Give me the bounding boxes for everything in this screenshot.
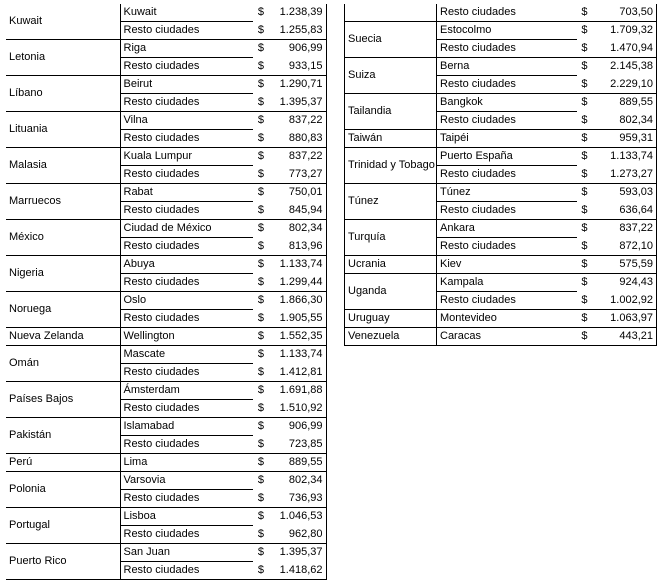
currency-cell: $ xyxy=(257,491,264,504)
currency-cell: $ xyxy=(257,59,264,72)
currency-cell: $ xyxy=(581,113,588,126)
country-cell: Líbano xyxy=(6,76,120,112)
amount-cell: 872,10 xyxy=(619,239,653,252)
currency-cell: $ xyxy=(253,454,267,472)
currency-cell: $ xyxy=(253,148,267,166)
city-cell: Mascate xyxy=(120,346,253,364)
country-cell: Letonia xyxy=(6,40,120,76)
city-cell: Resto ciudades xyxy=(437,76,577,94)
currency-cell: $ xyxy=(257,527,264,540)
city-cell: Puerto España xyxy=(437,148,577,166)
city-cell: Beirut xyxy=(120,76,253,94)
table-row xyxy=(345,58,657,76)
currency-cell: $ xyxy=(577,58,591,76)
currency-cell: $ xyxy=(577,220,591,238)
amount-cell: 837,22 xyxy=(267,148,326,166)
table-row xyxy=(6,184,326,202)
amount-cell: 1.412,81 xyxy=(279,365,323,378)
currency-cell: $ xyxy=(253,40,267,58)
city-cell: Resto ciudades xyxy=(120,202,253,220)
country-cell: Kuwait xyxy=(6,4,120,40)
amount-cell: 837,22 xyxy=(267,112,326,130)
table-row xyxy=(345,184,657,202)
amount-cell: 1.002,92 xyxy=(610,293,653,306)
amount-cell: 2.145,38 xyxy=(591,58,657,76)
amount-cell: 959,31 xyxy=(591,130,657,148)
currency-cell: $ xyxy=(257,437,264,450)
city-cell: Resto ciudades xyxy=(120,490,253,508)
table-row xyxy=(345,310,657,328)
table-row xyxy=(6,112,326,130)
city-cell: San Juan xyxy=(120,544,253,562)
table-row xyxy=(6,4,326,22)
table-row xyxy=(6,220,326,238)
currency-cell: $ xyxy=(257,131,264,144)
currency-cell: $ xyxy=(257,401,264,414)
table-row xyxy=(6,418,326,436)
table-row xyxy=(6,454,326,472)
currency-cell: $ xyxy=(257,167,264,180)
cost-table-left xyxy=(6,4,327,580)
city-cell: Resto ciudades xyxy=(120,22,253,40)
city-cell: Rabat xyxy=(120,184,253,202)
currency-cell: $ xyxy=(577,130,591,148)
city-cell: Ámsterdam xyxy=(120,382,253,400)
city-cell: Resto ciudades xyxy=(120,94,253,112)
currency-cell: $ xyxy=(253,292,267,310)
amount-cell: 773,27 xyxy=(288,167,323,180)
currency-cell: $ xyxy=(581,293,588,306)
amount-cell: 1.255,83 xyxy=(279,23,323,36)
amount-cell: 1.552,35 xyxy=(267,328,326,346)
currency-cell: $ xyxy=(577,148,591,166)
currency-cell: $ xyxy=(253,220,267,238)
table-row xyxy=(6,292,326,310)
city-cell: Resto ciudades xyxy=(120,526,253,544)
city-cell: Kuwait xyxy=(120,4,253,22)
currency-cell: $ xyxy=(577,94,591,112)
city-cell: Resto ciudades xyxy=(120,130,253,148)
amount-cell: 1.133,74 xyxy=(267,346,326,364)
amount-cell: 703,50 xyxy=(619,6,653,18)
amount-cell: 575,59 xyxy=(591,256,657,274)
currency-cell: $ xyxy=(257,23,264,36)
table-row xyxy=(6,328,326,346)
city-cell: Resto ciudades xyxy=(120,562,253,580)
table-row xyxy=(345,130,657,148)
amount-cell: 1.063,97 xyxy=(591,310,657,328)
table-row xyxy=(6,472,326,490)
table-row xyxy=(345,148,657,166)
city-cell: Riga xyxy=(120,40,253,58)
currency-cell: $ xyxy=(577,22,591,40)
amount-cell: 1.238,39 xyxy=(279,6,323,19)
city-cell: Abuya xyxy=(120,256,253,274)
currency-cell: $ xyxy=(577,310,591,328)
amount-cell: 1.866,30 xyxy=(267,292,326,310)
city-cell: Bangkok xyxy=(437,94,577,112)
amount-cell: 1.133,74 xyxy=(267,256,326,274)
city-cell: Resto ciudades xyxy=(120,274,253,292)
currency-cell: $ xyxy=(257,563,264,576)
city-cell: Túnez xyxy=(437,184,577,202)
amount-cell: 1.273,27 xyxy=(610,167,653,180)
amount-cell: 636,64 xyxy=(619,203,653,216)
currency-cell: $ xyxy=(257,203,264,216)
amount-cell: 802,34 xyxy=(267,472,326,490)
table-row xyxy=(345,256,657,274)
currency-cell: $ xyxy=(257,275,264,288)
amount-cell: 962,80 xyxy=(288,527,323,540)
amount-cell: 723,85 xyxy=(288,437,323,450)
country-cell: Taiwán xyxy=(345,130,437,148)
currency-cell: $ xyxy=(253,418,267,436)
currency-cell: $ xyxy=(253,112,267,130)
amount-cell: 880,83 xyxy=(288,131,323,144)
currency-cell: $ xyxy=(253,256,267,274)
currency-cell: $ xyxy=(257,95,264,108)
amount-cell: 845,94 xyxy=(288,203,323,216)
currency-cell: $ xyxy=(257,6,264,19)
currency-cell: $ xyxy=(257,239,264,252)
country-cell: Malasia xyxy=(6,148,120,184)
table-row xyxy=(345,220,657,238)
city-cell: Resto ciudades xyxy=(120,58,253,76)
country-cell: Suecia xyxy=(345,22,437,58)
currency-cell: $ xyxy=(257,311,264,324)
currency-cell: $ xyxy=(581,6,588,18)
country-cell: Portugal xyxy=(6,508,120,544)
currency-cell: $ xyxy=(577,328,591,346)
amount-cell: 924,43 xyxy=(591,274,657,292)
country-cell: Perú xyxy=(6,454,120,472)
country-cell: Noruega xyxy=(6,292,120,328)
city-cell: Resto ciudades xyxy=(437,238,577,256)
country-cell: Suiza xyxy=(345,58,437,94)
country-cell: Venezuela xyxy=(345,328,437,346)
currency-cell: $ xyxy=(577,256,591,274)
table-row xyxy=(6,148,326,166)
currency-cell: $ xyxy=(253,382,267,400)
currency-cell: $ xyxy=(253,328,267,346)
table-row xyxy=(6,76,326,94)
currency-cell: $ xyxy=(253,472,267,490)
city-cell: Resto ciudades xyxy=(120,436,253,454)
amount-cell: 906,99 xyxy=(267,418,326,436)
currency-cell: $ xyxy=(581,203,588,216)
amount-cell: 1.418,62 xyxy=(279,563,323,576)
amount-cell: 837,22 xyxy=(591,220,657,238)
country-cell: Tailandia xyxy=(345,94,437,130)
table-row xyxy=(6,40,326,58)
currency-cell: $ xyxy=(577,274,591,292)
city-cell: Lima xyxy=(120,454,253,472)
currency-cell: $ xyxy=(581,41,588,54)
currency-cell: $ xyxy=(581,239,588,252)
country-cell: Lituania xyxy=(6,112,120,148)
city-cell: Ciudad de México xyxy=(120,220,253,238)
amount-cell: 1.470,94 xyxy=(610,41,653,54)
amount-cell: 802,34 xyxy=(267,220,326,238)
amount-cell: 1.691,88 xyxy=(267,382,326,400)
currency-cell: $ xyxy=(253,544,267,562)
country-cell: Ucrania xyxy=(345,256,437,274)
currency-cell: $ xyxy=(581,167,588,180)
table-row xyxy=(345,328,657,346)
city-cell: Kuala Lumpur xyxy=(120,148,253,166)
country-cell: Polonia xyxy=(6,472,120,508)
city-cell: Lisboa xyxy=(120,508,253,526)
city-cell: Resto ciudades xyxy=(437,40,577,58)
amount-cell: 889,55 xyxy=(267,454,326,472)
city-cell: Berna xyxy=(437,58,577,76)
country-cell: Países Bajos xyxy=(6,382,120,418)
amount-cell: 1.395,37 xyxy=(267,544,326,562)
city-cell: Estocolmo xyxy=(437,22,577,40)
country-cell xyxy=(345,4,437,22)
city-cell: Vilna xyxy=(120,112,253,130)
currency-cell: $ xyxy=(253,508,267,526)
country-cell: Uruguay xyxy=(345,310,437,328)
amount-cell: 1.709,32 xyxy=(591,22,657,40)
amount-cell: 443,21 xyxy=(591,328,657,346)
city-cell: Caracas xyxy=(437,328,577,346)
amount-cell: 1.290,71 xyxy=(267,76,326,94)
amount-cell: 736,93 xyxy=(288,491,323,504)
amount-cell: 933,15 xyxy=(288,59,323,72)
country-cell: Pakistán xyxy=(6,418,120,454)
amount-cell: 750,01 xyxy=(267,184,326,202)
amount-cell: 1.905,55 xyxy=(279,311,323,324)
country-cell: Marruecos xyxy=(6,184,120,220)
city-cell: Resto ciudades xyxy=(120,238,253,256)
city-cell: Resto ciudades xyxy=(437,166,577,184)
city-cell: Resto ciudades xyxy=(437,292,577,310)
currency-cell: $ xyxy=(257,365,264,378)
country-cell: Nueva Zelanda xyxy=(6,328,120,346)
amount-cell: 1.299,44 xyxy=(279,275,323,288)
currency-cell: $ xyxy=(253,76,267,94)
table-row xyxy=(6,508,326,526)
amount-cell: 2.229,10 xyxy=(610,77,653,90)
amount-cell: 1.046,53 xyxy=(267,508,326,526)
table-row xyxy=(6,382,326,400)
city-cell: Ankara xyxy=(437,220,577,238)
cost-table-right xyxy=(344,4,657,346)
city-cell: Kiev xyxy=(437,256,577,274)
amount-cell: 889,55 xyxy=(591,94,657,112)
city-cell: Resto ciudades xyxy=(120,166,253,184)
city-cell: Resto ciudades xyxy=(437,4,577,22)
city-cell: Resto ciudades xyxy=(120,400,253,418)
table-row xyxy=(345,22,657,40)
city-cell: Wellington xyxy=(120,328,253,346)
table-row xyxy=(345,4,657,22)
amount-cell: 593,03 xyxy=(591,184,657,202)
table-row xyxy=(345,94,657,112)
amount-cell: 1.510,92 xyxy=(279,401,323,414)
city-cell: Resto ciudades xyxy=(437,202,577,220)
amount-cell: 802,34 xyxy=(619,113,653,126)
city-cell: Oslo xyxy=(120,292,253,310)
amount-cell: 1.395,37 xyxy=(279,95,323,108)
city-cell: Resto ciudades xyxy=(120,364,253,382)
country-cell: México xyxy=(6,220,120,256)
city-cell: Taipéi xyxy=(437,130,577,148)
country-cell: Turquía xyxy=(345,220,437,256)
city-cell: Resto ciudades xyxy=(437,112,577,130)
city-cell: Kampala xyxy=(437,274,577,292)
country-cell: Nigeria xyxy=(6,256,120,292)
amount-cell: 1.133,74 xyxy=(591,148,657,166)
country-cell: Trinidad y Tobago xyxy=(345,148,437,184)
amount-cell: 813,96 xyxy=(288,239,323,252)
left-table-body xyxy=(6,4,326,580)
country-cell: Uganda xyxy=(345,274,437,310)
amount-cell: 906,99 xyxy=(267,40,326,58)
country-cell: Túnez xyxy=(345,184,437,220)
table-row xyxy=(6,346,326,364)
city-cell: Montevideo xyxy=(437,310,577,328)
table-row xyxy=(345,274,657,292)
table-row xyxy=(6,256,326,274)
city-cell: Resto ciudades xyxy=(120,310,253,328)
city-cell: Varsovia xyxy=(120,472,253,490)
currency-cell: $ xyxy=(581,77,588,90)
country-cell: Omán xyxy=(6,346,120,382)
currency-cell: $ xyxy=(577,184,591,202)
city-cell: Islamabad xyxy=(120,418,253,436)
currency-cell: $ xyxy=(253,184,267,202)
country-cell: Puerto Rico xyxy=(6,544,120,580)
right-table-body xyxy=(345,4,657,346)
currency-cell: $ xyxy=(253,346,267,364)
